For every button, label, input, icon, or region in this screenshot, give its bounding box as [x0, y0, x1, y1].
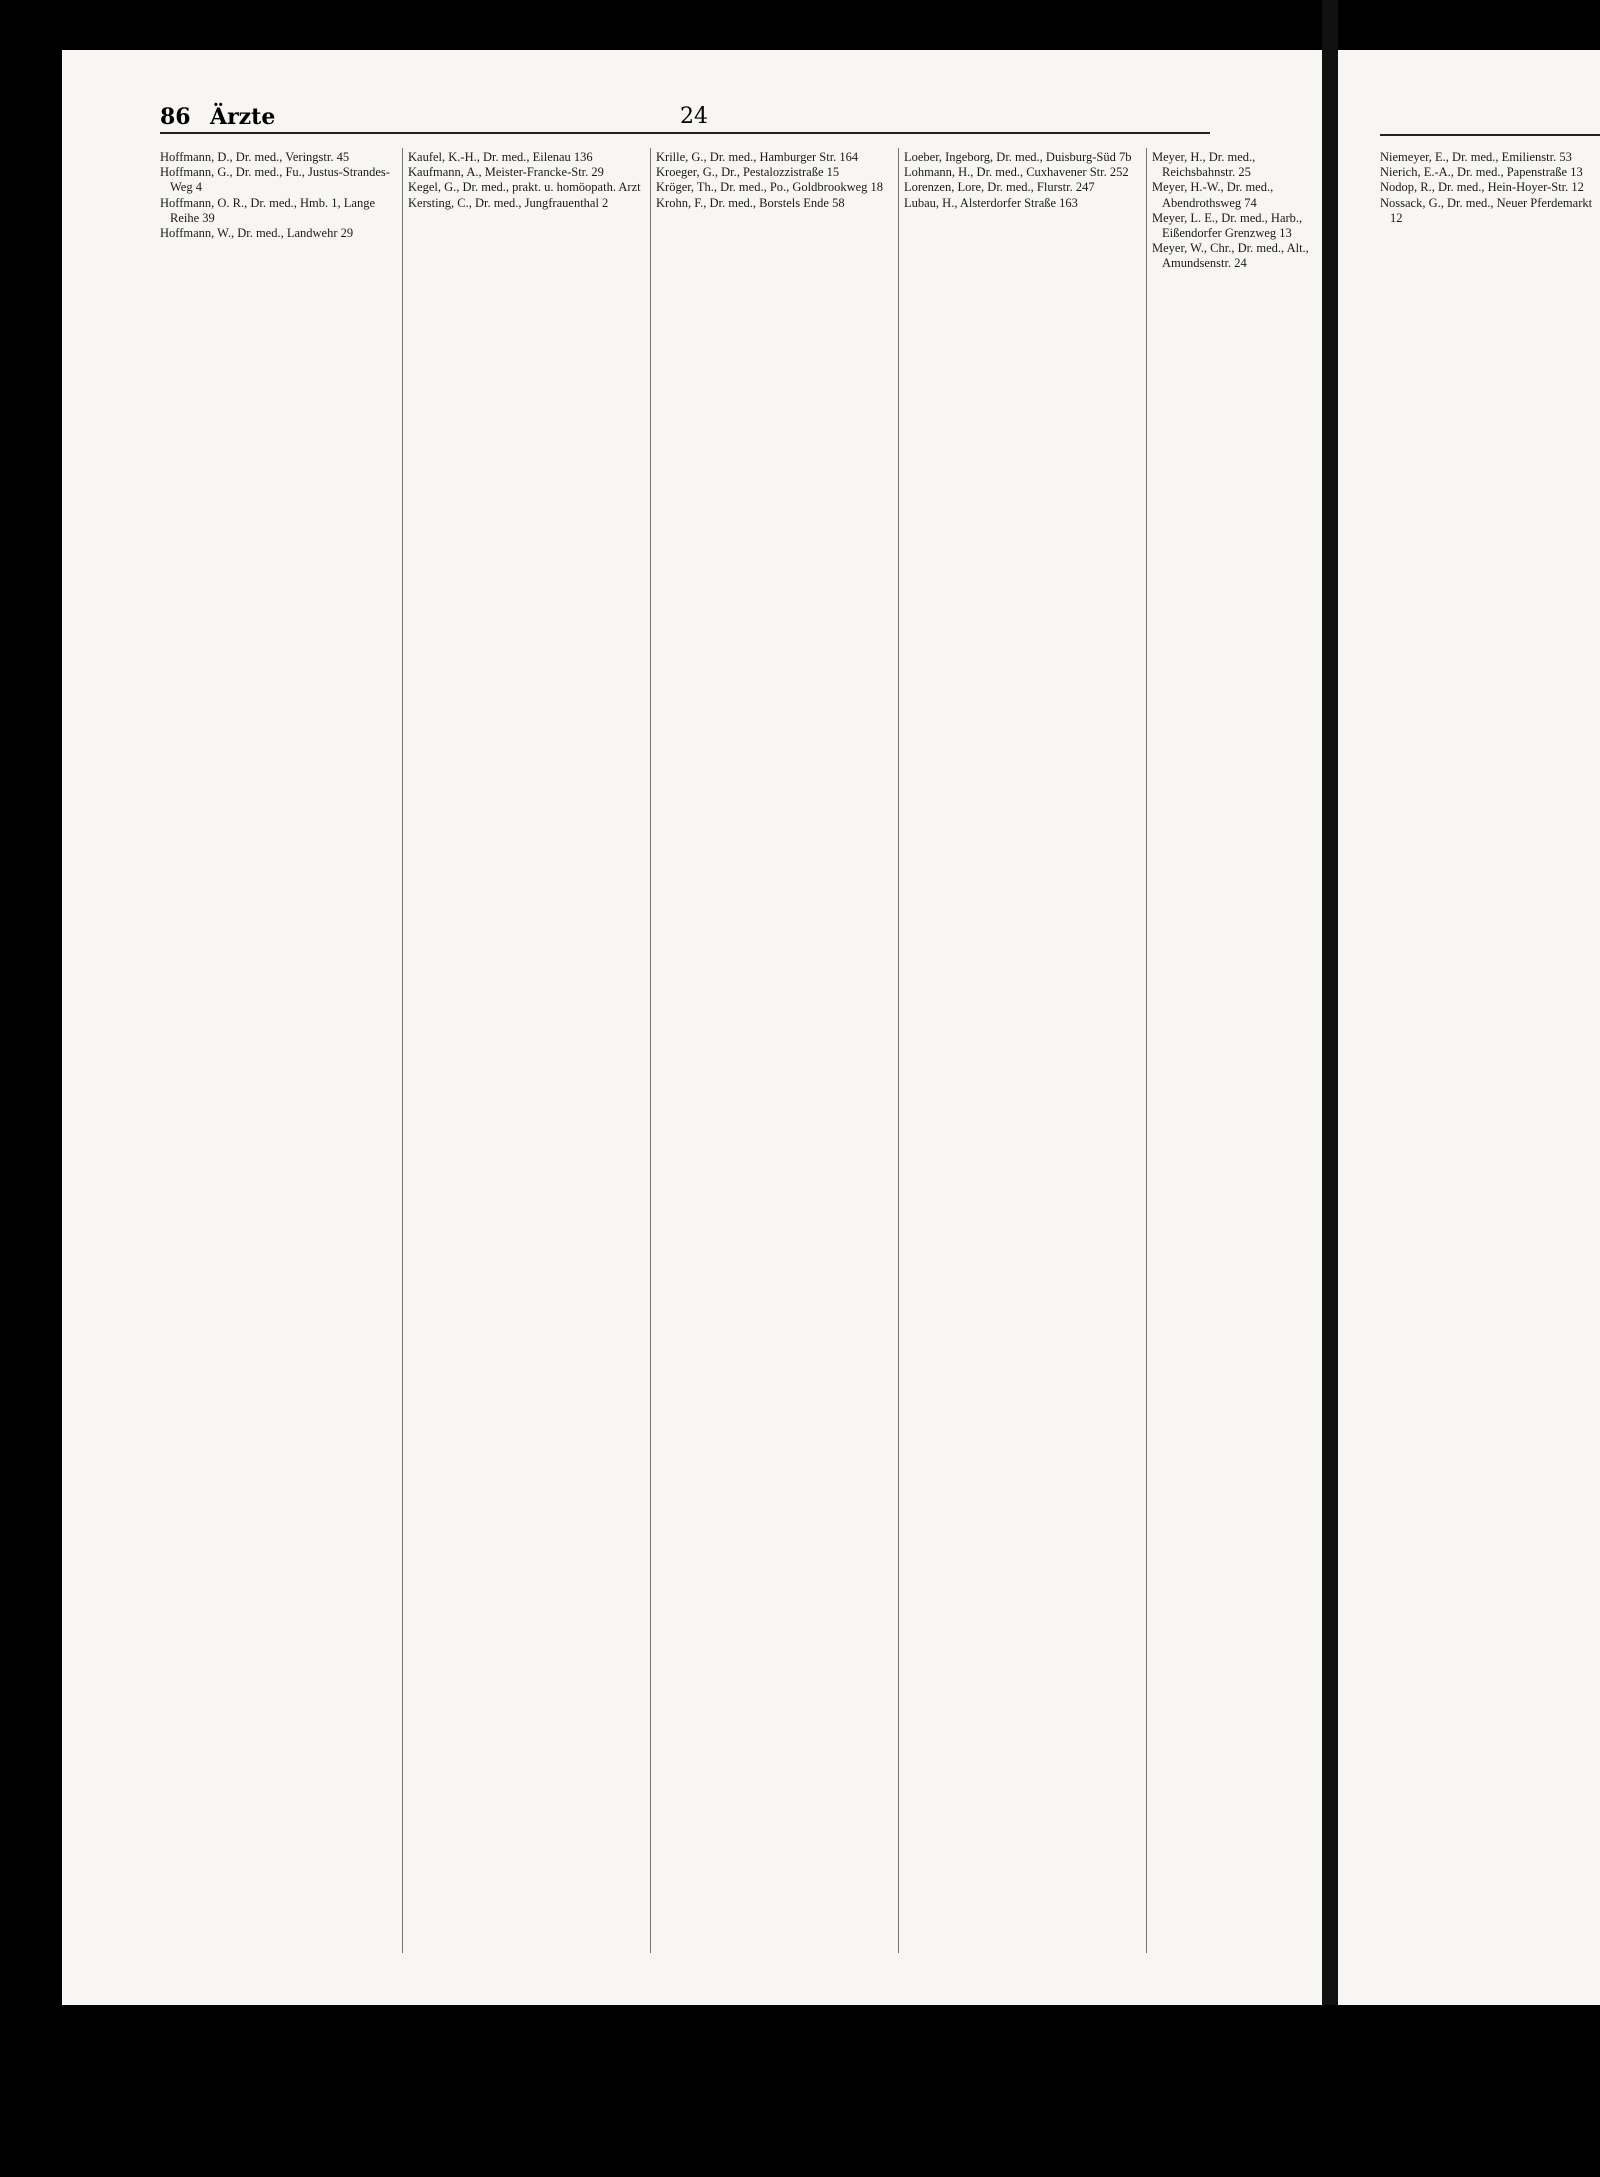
- column-divider: [1146, 148, 1147, 1953]
- left-page: [62, 50, 1322, 2005]
- right-page: [1338, 50, 1600, 2005]
- scan-border-left: [0, 0, 62, 2005]
- directory-entry: Meyer, L. E., Dr. med., Harb., Eißendorfer Grenzweg 13: [1152, 210, 1303, 241]
- page-number: 86: [160, 104, 191, 130]
- header-rule: [160, 132, 1210, 134]
- column-divider: [650, 148, 651, 1953]
- directory-column-3: [656, 150, 891, 211]
- directory-entry: Loeber, Ingeborg, Dr. med., Duisburg-Süd 7b: [904, 150, 1132, 164]
- directory-entry: Lorenzen, Lore, Dr. med., Flurstr. 247: [904, 180, 1095, 195]
- directory-entry: Meyer, H., Dr. med., Reichsbahnstr. 25: [1152, 150, 1256, 180]
- directory-entry: Meyer, W., Chr., Dr. med., Alt., Amundsenstr. 24: [1152, 241, 1309, 271]
- directory-entry: Meyer, H.-W., Dr. med., Abendrothsweg 74: [1152, 180, 1274, 210]
- directory-column-2: [408, 150, 643, 211]
- column-divider: [402, 148, 403, 1953]
- directory-entry: Hoffmann, G., Dr. med., Fu., Justus-Strandes-Weg 4: [160, 165, 390, 195]
- directory-entry: Lubau, H., Alsterdorfer Straße 163: [904, 195, 1078, 210]
- directory-entry: Krille, G., Dr. med., Hamburger Str. 164: [656, 150, 859, 164]
- directory-entry: Kersting, C., Dr. med., Jungfrauenthal 2: [408, 195, 609, 210]
- directory-entry: Hoffmann, O. R., Dr. med., Hmb. 1, Lange Reihe 39: [160, 195, 376, 225]
- directory-entry: Hoffmann, W., Dr. med., Landwehr 29: [160, 226, 354, 241]
- column-divider: [898, 148, 899, 1953]
- directory-entry: Nodop, R., Dr. med., Hein-Hoyer-Str. 12: [1380, 180, 1584, 195]
- directory-entry: Kaufel, K.-H., Dr. med., Eilenau 136: [408, 150, 593, 164]
- right-page-column: [1380, 150, 1600, 226]
- directory-entry: Kroeger, G., Dr., Pestalozzistraße 15: [656, 165, 840, 180]
- directory-entry: Krohn, F., Dr. med., Borstels Ende 58: [656, 195, 845, 210]
- directory-column-4: [904, 150, 1139, 211]
- page-gutter: [1322, 0, 1338, 2005]
- scan-border-top: [0, 0, 1600, 50]
- directory-entry: Kegel, G., Dr. med., prakt. u. homöopath. Arzt: [408, 180, 641, 195]
- right-page-header-rule: [1380, 134, 1600, 136]
- center-page-number: 24: [680, 104, 708, 129]
- directory-entry: Kröger, Th., Dr. med., Po., Goldbrookweg 18: [656, 180, 884, 195]
- directory-entry: Kaufmann, A., Meister-Francke-Str. 29: [408, 165, 604, 180]
- directory-entry: Nierich, E.-A., Dr. med., Papenstraße 13: [1380, 165, 1583, 180]
- directory-entry: Lohmann, H., Dr. med., Cuxhavener Str. 252: [904, 165, 1129, 180]
- directory-column-5: [1152, 150, 1312, 272]
- directory-entry: Nossack, G., Dr. med., Neuer Pferdemarkt 12: [1380, 195, 1593, 225]
- section-title: Ärzte: [210, 104, 276, 130]
- directory-column-1: [160, 150, 395, 241]
- directory-entry: Hoffmann, D., Dr. med., Veringstr. 45: [160, 150, 350, 164]
- scan-border-bottom: [0, 2005, 1600, 2177]
- page-header: [100, 104, 1210, 134]
- directory-entry: Niemeyer, E., Dr. med., Emilienstr. 53: [1380, 150, 1572, 164]
